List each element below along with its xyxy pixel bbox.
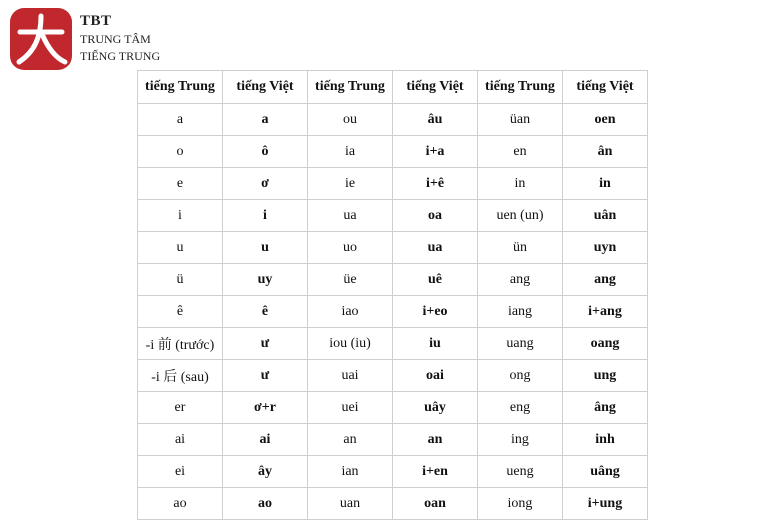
table-row <box>138 296 648 328</box>
vietnamese-sound-cell: uy <box>223 264 308 296</box>
vietnamese-sound-cell: ư <box>223 360 308 392</box>
chinese-sound-cell: i <box>138 200 223 232</box>
chinese-sound-cell: uei <box>308 392 393 424</box>
vietnamese-sound-cell: oan <box>393 488 478 520</box>
chinese-sound-cell: uen (un) <box>478 200 563 232</box>
chinese-sound-cell: ueng <box>478 456 563 488</box>
chinese-sound-cell: uan <box>308 488 393 520</box>
header-cell: tiếng Trung <box>478 71 563 104</box>
chinese-sound-cell: u <box>138 232 223 264</box>
vietnamese-sound-cell: iu <box>393 328 478 360</box>
chinese-sound-cell: ong <box>478 360 563 392</box>
chinese-sound-cell: o <box>138 136 223 168</box>
vietnamese-sound-cell: oa <box>393 200 478 232</box>
vietnamese-sound-cell: i+a <box>393 136 478 168</box>
chinese-sound-cell: uang <box>478 328 563 360</box>
chinese-sound-cell: ün <box>478 232 563 264</box>
da-character-icon <box>10 8 72 70</box>
chinese-sound-cell: iao <box>308 296 393 328</box>
vietnamese-sound-cell: âu <box>393 104 478 136</box>
chinese-sound-cell: iou (iu) <box>308 328 393 360</box>
vietnamese-sound-cell: i+ung <box>563 488 648 520</box>
chinese-sound-cell: ai <box>138 424 223 456</box>
chinese-sound-cell: ia <box>308 136 393 168</box>
chinese-sound-cell: -i 前 (trước) <box>138 328 223 360</box>
vietnamese-sound-cell: i+ê <box>393 168 478 200</box>
brand-subtitle-line1: TRUNG TÂM <box>80 32 151 46</box>
chinese-sound-cell: üan <box>478 104 563 136</box>
vietnamese-sound-cell: ư <box>223 328 308 360</box>
chinese-sound-cell: an <box>308 424 393 456</box>
chinese-sound-cell: ei <box>138 456 223 488</box>
chinese-sound-cell: ou <box>308 104 393 136</box>
vietnamese-sound-cell: u <box>223 232 308 264</box>
chinese-sound-cell: iong <box>478 488 563 520</box>
vietnamese-sound-cell: ao <box>223 488 308 520</box>
table-row <box>138 136 648 168</box>
table-row <box>138 328 648 360</box>
table-row <box>138 264 648 296</box>
vietnamese-sound-cell: ô <box>223 136 308 168</box>
vietnamese-sound-cell: ai <box>223 424 308 456</box>
chinese-sound-cell: uai <box>308 360 393 392</box>
chinese-sound-cell: ü <box>138 264 223 296</box>
vietnamese-sound-cell: ơ <box>223 168 308 200</box>
chinese-sound-cell: iang <box>478 296 563 328</box>
chinese-sound-cell: ê <box>138 296 223 328</box>
vietnamese-sound-cell: uây <box>393 392 478 424</box>
vietnamese-sound-cell: i <box>223 200 308 232</box>
chinese-sound-cell: üe <box>308 264 393 296</box>
chinese-sound-cell: ie <box>308 168 393 200</box>
table-row <box>138 456 648 488</box>
vietnamese-sound-cell: oang <box>563 328 648 360</box>
chinese-sound-cell: ua <box>308 200 393 232</box>
vietnamese-sound-cell: uyn <box>563 232 648 264</box>
vietnamese-sound-cell: ang <box>563 264 648 296</box>
brand-subtitle-line2: TIẾNG TRUNG <box>80 49 161 63</box>
vietnamese-sound-cell: ơ+r <box>223 392 308 424</box>
table-row <box>138 488 648 520</box>
table-row <box>138 168 648 200</box>
vietnamese-sound-cell: âng <box>563 392 648 424</box>
vietnamese-sound-cell: uâng <box>563 456 648 488</box>
chinese-sound-cell: ao <box>138 488 223 520</box>
chinese-sound-cell: uo <box>308 232 393 264</box>
chinese-sound-cell: in <box>478 168 563 200</box>
chinese-sound-cell: ian <box>308 456 393 488</box>
vietnamese-sound-cell: i+en <box>393 456 478 488</box>
chinese-sound-cell: en <box>478 136 563 168</box>
vietnamese-sound-cell: ân <box>563 136 648 168</box>
chinese-sound-cell: ing <box>478 424 563 456</box>
vietnamese-sound-cell: a <box>223 104 308 136</box>
vietnamese-sound-cell: inh <box>563 424 648 456</box>
table-header-row <box>138 71 648 104</box>
vietnamese-sound-cell: an <box>393 424 478 456</box>
brand-logo <box>10 8 72 70</box>
chinese-sound-cell: ang <box>478 264 563 296</box>
table-row <box>138 104 648 136</box>
table-row <box>138 392 648 424</box>
vietnamese-sound-cell: ê <box>223 296 308 328</box>
header-cell: tiếng Trung <box>138 71 223 104</box>
vietnamese-sound-cell: oen <box>563 104 648 136</box>
chinese-sound-cell: a <box>138 104 223 136</box>
vietnamese-sound-cell: uân <box>563 200 648 232</box>
vietnamese-sound-cell: i+ang <box>563 296 648 328</box>
vietnamese-sound-cell: ung <box>563 360 648 392</box>
brand-block <box>80 14 160 63</box>
header-cell: tiếng Việt <box>393 71 478 104</box>
table-row <box>138 424 648 456</box>
table-row <box>138 360 648 392</box>
table-row <box>138 200 648 232</box>
vietnamese-sound-cell: i+eo <box>393 296 478 328</box>
vietnamese-sound-cell: uê <box>393 264 478 296</box>
vietnamese-sound-cell: ây <box>223 456 308 488</box>
brand-title: TBT <box>80 13 112 29</box>
table-row <box>138 232 648 264</box>
chinese-sound-cell: e <box>138 168 223 200</box>
header-cell: tiếng Việt <box>563 71 648 104</box>
vietnamese-sound-cell: in <box>563 168 648 200</box>
header-cell: tiếng Trung <box>308 71 393 104</box>
chinese-sound-cell: -i 后 (sau) <box>138 360 223 392</box>
chinese-sound-cell: eng <box>478 392 563 424</box>
chinese-sound-cell: er <box>138 392 223 424</box>
vietnamese-sound-cell: ua <box>393 232 478 264</box>
vietnamese-sound-cell: oai <box>393 360 478 392</box>
phonetic-comparison-table <box>137 70 648 520</box>
header-cell: tiếng Việt <box>223 71 308 104</box>
